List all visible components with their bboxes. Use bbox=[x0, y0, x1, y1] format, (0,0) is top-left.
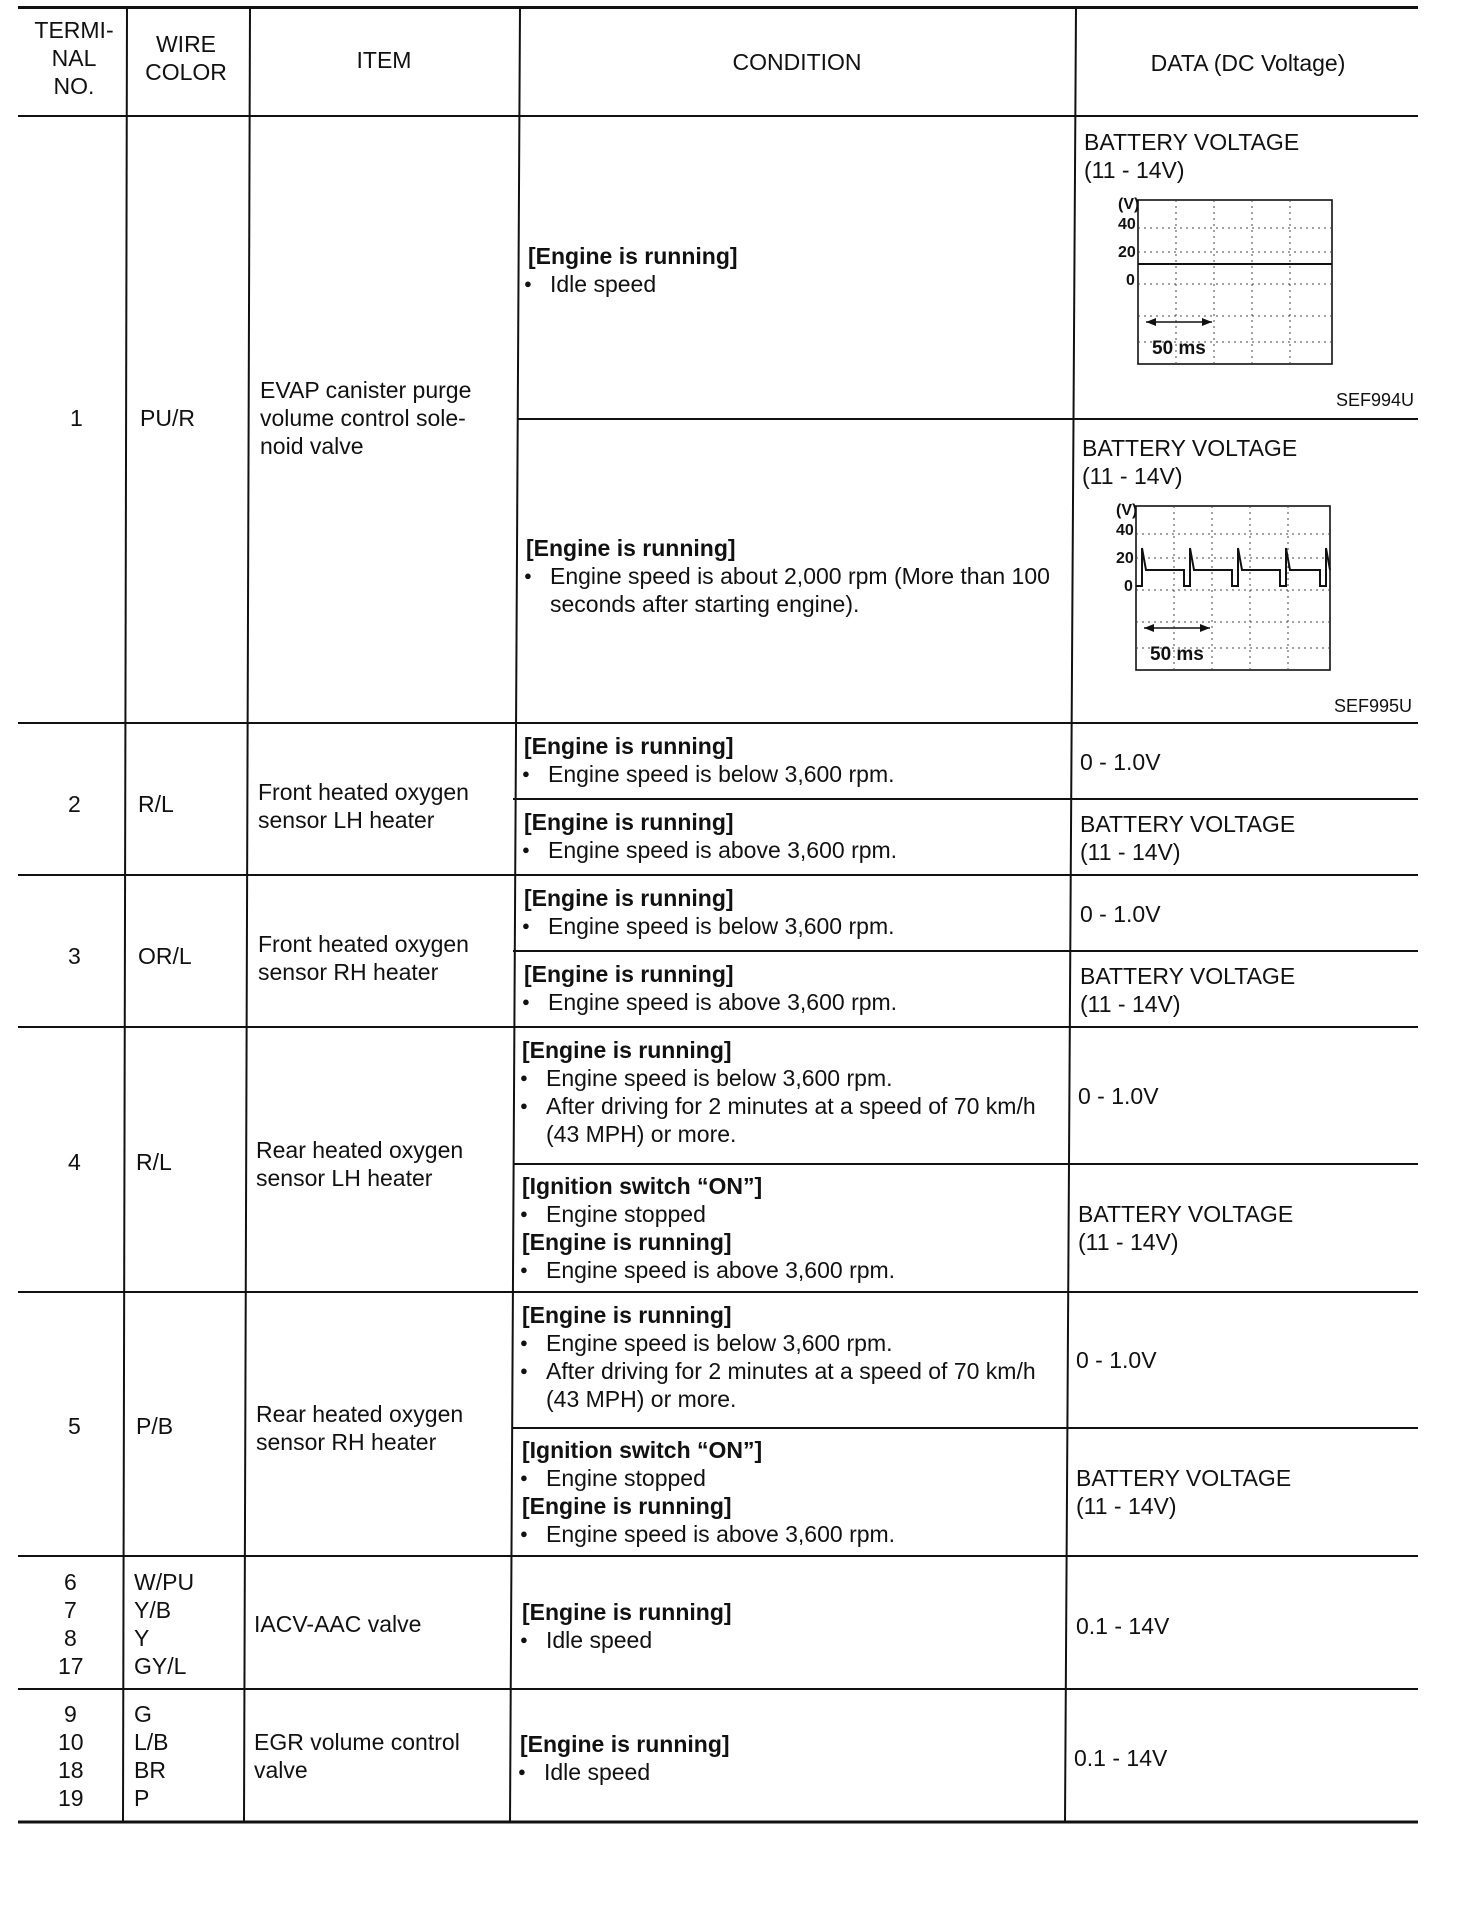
row1b-figure-code: SEF995U bbox=[1334, 696, 1413, 716]
row3-item-line1: Front heated oxygen bbox=[258, 931, 469, 957]
row1-item-line2: volume control sole- bbox=[260, 405, 466, 431]
terminal-data-table bbox=[10, 6, 1430, 1852]
row1b-condition-bullet-line1: ● Engine speed is about 2,000 rpm (More than 100 bbox=[550, 562, 1050, 590]
row6-terminal-2: 7 bbox=[64, 1597, 77, 1623]
row2b-data-line2: (11 - 14V) bbox=[1080, 839, 1181, 865]
row4b-condition-bullet1: ● Engine stopped bbox=[546, 1200, 706, 1228]
row7-terminal-4: 19 bbox=[58, 1785, 84, 1811]
row5b-condition-bullet1: ● Engine stopped bbox=[546, 1464, 706, 1492]
row1b-condition-bullet-line2: seconds after starting engine). bbox=[550, 591, 860, 617]
row4-item-line2: sensor LH heater bbox=[256, 1165, 433, 1191]
row1a-figure-code: SEF994U bbox=[1336, 390, 1415, 410]
row4a-condition-bullet2: ● After driving for 2 minutes at a speed of 70 km/h bbox=[546, 1092, 1036, 1120]
row4a-data: 0 - 1.0V bbox=[1078, 1083, 1159, 1109]
row1a-timebase: 50 ms bbox=[1152, 338, 1206, 359]
row7-terminal-3: 18 bbox=[58, 1757, 84, 1783]
row2a-data: 0 - 1.0V bbox=[1080, 749, 1161, 775]
row2b-condition-bullet: ● Engine speed is above 3,600 rpm. bbox=[548, 836, 897, 864]
row1a-data-line2: (11 - 14V) bbox=[1084, 157, 1185, 183]
row4-wire: R/L bbox=[136, 1149, 172, 1175]
row1-item-line3: noid valve bbox=[260, 433, 364, 459]
row1a-y-20: 20 bbox=[1118, 244, 1136, 261]
row5a-condition-head: [Engine is running] bbox=[522, 1302, 732, 1328]
header-condition: CONDITION bbox=[732, 49, 862, 75]
row7-wire-4: P bbox=[134, 1785, 150, 1811]
row1-terminal: 1 bbox=[70, 405, 83, 431]
row6-condition-head: [Engine is running] bbox=[522, 1599, 732, 1625]
row4-item-line1: Rear heated oxygen bbox=[256, 1137, 464, 1163]
row5b-data-line2: (11 - 14V) bbox=[1076, 1493, 1177, 1519]
row1a-oscilloscope bbox=[1104, 192, 1336, 368]
header-terminal-line1: TERMI- bbox=[34, 17, 114, 43]
row5-item-line2: sensor RH heater bbox=[256, 1429, 437, 1455]
row5a-data: 0 - 1.0V bbox=[1076, 1347, 1157, 1373]
row5b-condition-head2: [Engine is running] bbox=[522, 1493, 732, 1519]
row6-wire-4: GY/L bbox=[134, 1653, 187, 1679]
row7-terminal-1: 9 bbox=[64, 1701, 77, 1727]
row1a-condition-head: [Engine is running] bbox=[528, 243, 738, 269]
row2-item-line2: sensor LH heater bbox=[258, 807, 435, 833]
row1b-condition-head: [Engine is running] bbox=[526, 535, 736, 561]
row5-terminal: 5 bbox=[68, 1413, 81, 1439]
row1-wire: PU/R bbox=[140, 405, 195, 431]
header-wire-line2: COLOR bbox=[145, 59, 227, 85]
row6-wire-2: Y/B bbox=[134, 1597, 172, 1623]
row5-wire: P/B bbox=[136, 1413, 174, 1439]
row6-wire-1: W/PU bbox=[134, 1569, 195, 1595]
row2-item-line1: Front heated oxygen bbox=[258, 779, 469, 805]
row1b-waveform-graph bbox=[1102, 498, 1334, 674]
row7-condition-head: [Engine is running] bbox=[520, 1731, 730, 1757]
row6-item: IACV-AAC valve bbox=[254, 1611, 422, 1637]
row7-terminal-2: 10 bbox=[58, 1729, 84, 1755]
row3-wire: OR/L bbox=[138, 943, 192, 969]
row6-data: 0.1 - 14V bbox=[1076, 1613, 1170, 1639]
row5a-condition-bullet2-cont: (43 MPH) or more. bbox=[546, 1386, 737, 1412]
row5b-condition-bullet2: ● Engine speed is above 3,600 rpm. bbox=[546, 1520, 895, 1548]
row2-terminal: 2 bbox=[68, 791, 81, 817]
row5a-condition-bullet1: ● Engine speed is below 3,600 rpm. bbox=[546, 1329, 893, 1357]
row2a-condition-bullet: ● Engine speed is below 3,600 rpm. bbox=[548, 760, 895, 788]
row4b-condition-head1: [Ignition switch “ON”] bbox=[522, 1173, 763, 1199]
row6-wire-3: Y bbox=[134, 1625, 150, 1651]
row6-terminal-3: 8 bbox=[64, 1625, 77, 1651]
row4b-condition-bullet2: ● Engine speed is above 3,600 rpm. bbox=[546, 1256, 895, 1284]
header-terminal-line2: NAL bbox=[51, 45, 97, 71]
row6-terminal-4: 17 bbox=[58, 1653, 84, 1679]
row3b-data-line1: BATTERY VOLTAGE bbox=[1080, 963, 1296, 989]
header-data: DATA (DC Voltage) bbox=[1150, 50, 1346, 76]
row4-terminal: 4 bbox=[68, 1149, 81, 1175]
row4a-condition-head: [Engine is running] bbox=[522, 1037, 732, 1063]
row1b-signal-trace bbox=[1136, 548, 1330, 586]
row1a-waveform-graph bbox=[1104, 192, 1336, 368]
row7-item-line2: valve bbox=[254, 1757, 308, 1783]
row1b-oscilloscope bbox=[1102, 498, 1334, 674]
header-wire-line1: WIRE bbox=[155, 31, 217, 57]
row7-wire-1: G bbox=[134, 1701, 152, 1727]
header-item: ITEM bbox=[356, 47, 412, 73]
row1a-condition-bullet: ● Idle speed bbox=[550, 270, 656, 298]
row4a-condition-bullet2-cont: (43 MPH) or more. bbox=[546, 1121, 737, 1147]
row1a-data-line1: BATTERY VOLTAGE bbox=[1084, 129, 1300, 155]
row1b-y-unit: (V) bbox=[1116, 502, 1138, 519]
row3b-condition-bullet: ● Engine speed is above 3,600 rpm. bbox=[548, 988, 897, 1016]
row3a-condition-bullet: ● Engine speed is below 3,600 rpm. bbox=[548, 912, 895, 940]
row5-item-line1: Rear heated oxygen bbox=[256, 1401, 464, 1427]
header-terminal-line3: NO. bbox=[53, 73, 95, 99]
row7-data: 0.1 - 14V bbox=[1074, 1745, 1168, 1771]
row1-item-line1: EVAP canister purge bbox=[260, 377, 472, 403]
row1b-timebase: 50 ms bbox=[1150, 644, 1204, 665]
row1b-data-line2: (11 - 14V) bbox=[1082, 463, 1183, 489]
row2b-condition-head: [Engine is running] bbox=[524, 809, 734, 835]
row3a-condition-head: [Engine is running] bbox=[524, 885, 734, 911]
row3b-data-line2: (11 - 14V) bbox=[1080, 991, 1181, 1017]
row3a-data: 0 - 1.0V bbox=[1080, 901, 1161, 927]
row7-wire-2: L/B bbox=[134, 1729, 169, 1755]
row4b-data-line2: (11 - 14V) bbox=[1078, 1229, 1179, 1255]
row5b-data-line1: BATTERY VOLTAGE bbox=[1076, 1465, 1292, 1491]
row5a-condition-bullet2: ● After driving for 2 minutes at a speed of 70 km/h bbox=[546, 1357, 1036, 1385]
row7-wire-3: BR bbox=[134, 1757, 166, 1783]
row5b-condition-head1: [Ignition switch “ON”] bbox=[522, 1437, 763, 1463]
row4b-condition-head2: [Engine is running] bbox=[522, 1229, 732, 1255]
row1a-y-unit: (V) bbox=[1118, 196, 1140, 213]
row7-item-line1: EGR volume control bbox=[254, 1729, 460, 1755]
row2-wire: R/L bbox=[138, 791, 174, 817]
row1b-y-0: 0 bbox=[1124, 578, 1133, 595]
row3b-condition-head: [Engine is running] bbox=[524, 961, 734, 987]
row4b-data-line1: BATTERY VOLTAGE bbox=[1078, 1201, 1294, 1227]
row6-condition-bullet: ● Idle speed bbox=[546, 1626, 652, 1654]
row2a-condition-head: [Engine is running] bbox=[524, 733, 734, 759]
row3-item-line2: sensor RH heater bbox=[258, 959, 439, 985]
row2b-data-line1: BATTERY VOLTAGE bbox=[1080, 811, 1296, 837]
row1a-y-40: 40 bbox=[1118, 216, 1136, 233]
row1b-y-20: 20 bbox=[1116, 550, 1134, 567]
row1b-data-line1: BATTERY VOLTAGE bbox=[1082, 435, 1298, 461]
row1b-y-40: 40 bbox=[1116, 522, 1134, 539]
row4a-condition-bullet1: ● Engine speed is below 3,600 rpm. bbox=[546, 1064, 893, 1092]
row6-terminal-1: 6 bbox=[64, 1569, 77, 1595]
row7-condition-bullet: ● Idle speed bbox=[544, 1758, 650, 1786]
row1a-y-0: 0 bbox=[1126, 272, 1135, 289]
row3-terminal: 3 bbox=[68, 943, 81, 969]
